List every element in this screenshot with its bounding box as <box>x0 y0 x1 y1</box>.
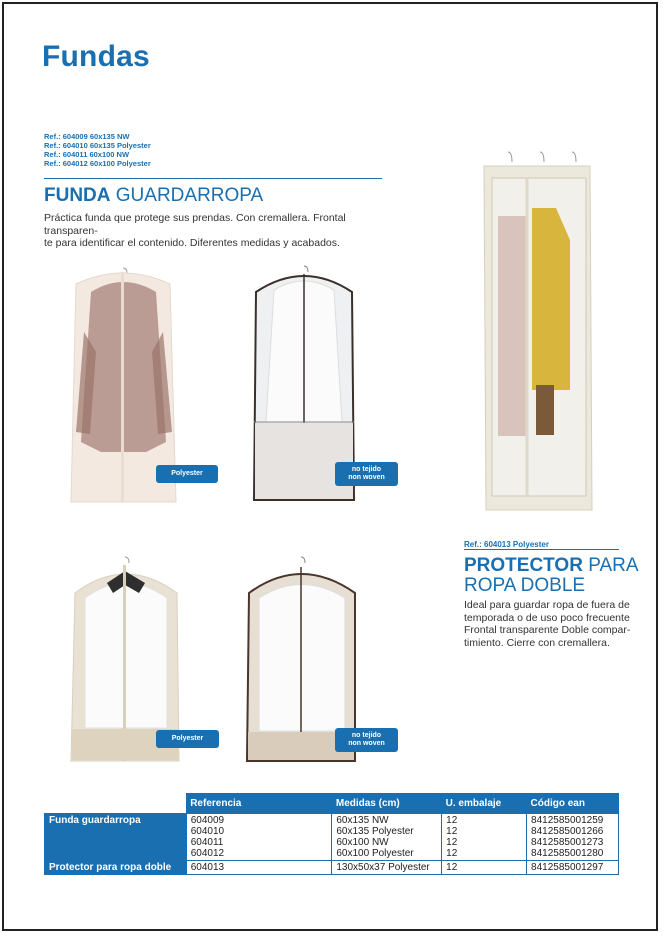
nonwoven-badge: no tejido non woven <box>335 462 398 486</box>
ref-line: Ref.: 604010 60x135 Polyester <box>44 141 151 150</box>
ref-line: Ref.: 604011 60x100 NW <box>44 150 130 159</box>
ref-line: Ref.: 604012 60x100 Polyester <box>44 159 151 168</box>
funda-heading: FUNDA GUARDARROPA <box>44 185 264 206</box>
funda-description: Práctica funda que protege sus prendas. Con cremallera. Frontal transparen- te para identificar el contenido. Diferentes medidas y acabados. <box>44 212 346 249</box>
table-header: Código ean <box>527 793 619 814</box>
cell-medidas: 130x50x37 Polyester <box>332 861 442 875</box>
table-header: U. embalaje <box>442 793 527 814</box>
cell-ean: 8412585001297 <box>527 861 619 875</box>
page-title: Fundas <box>42 40 150 73</box>
table-header: Referencia <box>186 793 332 814</box>
table-header: Medidas (cm) <box>332 793 442 814</box>
nonwoven-badge: no tejido non woven <box>335 728 398 752</box>
cell-ean: 8412585001259 8412585001266 8412585001273 8412585001280 <box>527 814 619 861</box>
spec-table <box>44 793 619 875</box>
table-header-row <box>45 793 619 814</box>
protector-description: Ideal para guardar ropa de fuera de temporada o de uso poco frecuente Frontal transparente Doble compar- timiento. Cierre con cremallera. <box>464 599 631 649</box>
funda-refs <box>44 132 151 168</box>
polyester-badge: Polyester <box>156 465 218 483</box>
table-row <box>45 861 619 875</box>
protector-heading: PROTECTOR PARA ROPA DOBLE <box>464 555 639 596</box>
row-label: Funda guardarropa <box>45 814 187 861</box>
protector-ref: Ref.: 604013 Polyester <box>464 540 549 549</box>
cell-embalaje: 12 12 12 12 <box>442 814 527 861</box>
protector-rule <box>464 549 619 550</box>
polyester-badge: Polyester <box>156 730 219 748</box>
ref-line: Ref.: 604009 60x135 NW <box>44 132 130 141</box>
cell-medidas: 60x135 NW 60x135 Polyester 60x100 NW 60x100 Polyester <box>332 814 442 861</box>
cell-embalaje: 12 <box>442 861 527 875</box>
protector-ropa-doble-image <box>480 150 595 512</box>
funda-rule <box>44 178 382 179</box>
table-row <box>45 814 619 861</box>
row-label: Protector para ropa doble <box>45 861 187 875</box>
cell-referencia: 604009 604010 604011 604012 <box>186 814 332 861</box>
table-header-blank <box>45 793 187 814</box>
cell-referencia: 604013 <box>186 861 332 875</box>
